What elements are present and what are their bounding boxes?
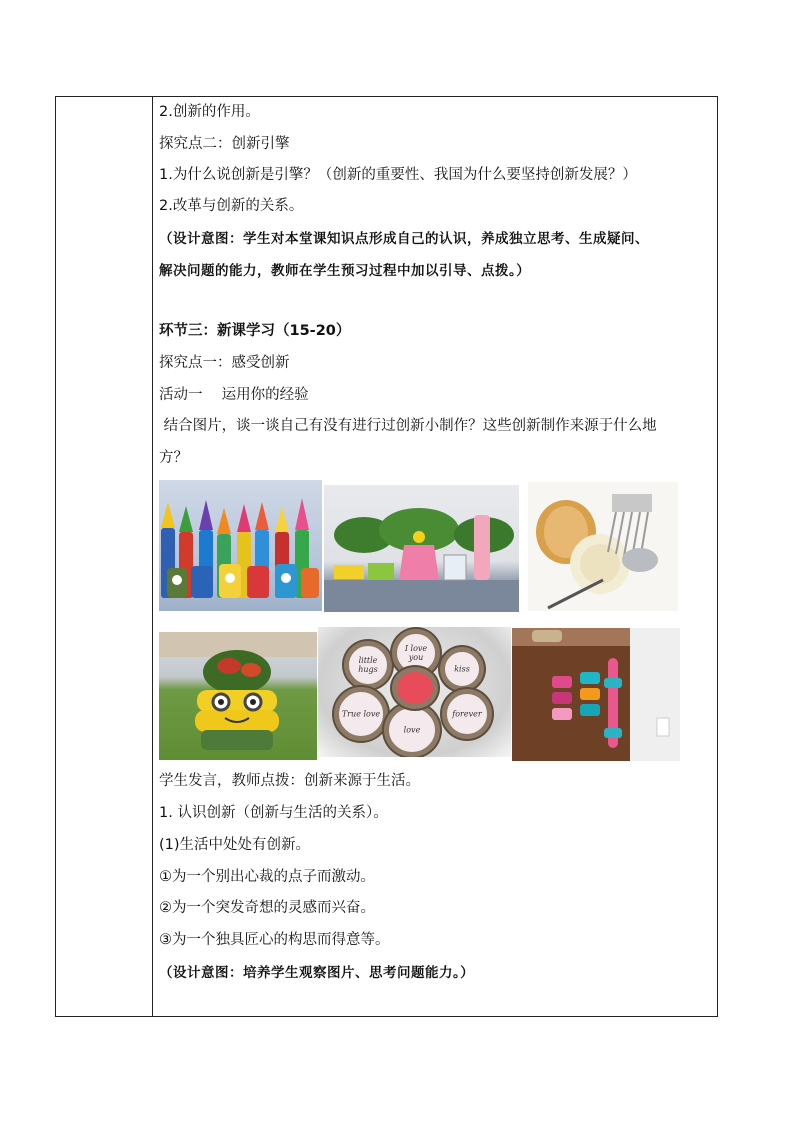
bottle-cap: little hugs [344, 641, 392, 689]
text-line-13: 1. 认识创新（创新与生活的关系）。 [159, 805, 388, 821]
text-line-15: ①为一个别出心裁的点子而激动。 [159, 869, 375, 885]
text-line-12: 学生发言，教师点拨：创新来源于生活。 [159, 773, 420, 789]
photo-cabinet-holders [512, 628, 680, 761]
column-divider [152, 97, 153, 1016]
text-line-14: (1)生活中处处有创新。 [159, 837, 311, 853]
text-line-11: 方？ [159, 450, 188, 466]
bottle-cap: forever [442, 689, 492, 739]
bottle-cap: love [384, 703, 440, 757]
text-line-17: ③为一个独具匠心的构思而得意等。 [159, 932, 390, 948]
text-line-4: 2.改革与创新的关系。 [159, 198, 304, 214]
text-line-10: 结合图片，谈一谈自己有没有进行过创新小制作？这些创新制作来源于什么地 [159, 418, 657, 434]
lesson-table [55, 96, 718, 1017]
photo-tire-planter [159, 632, 317, 760]
text-line-8: 探究点一：感受创新 [159, 355, 290, 371]
photo-onion-tool [528, 482, 678, 611]
design-note-2: 解决问题的能力，教师在学生预习过程中加以引导、点拨。） [159, 263, 531, 279]
bottle-cap: True love [334, 687, 388, 741]
text-line-3: 1.为什么说创新是引擎？（创新的重要性、我国为什么要坚持创新发展？） [159, 167, 637, 183]
photo-shelf-planter [324, 485, 519, 612]
design-note-3: （设计意图：培养学生观察图片、思考问题能力。） [159, 965, 475, 981]
text-line-16: ②为一个突发奇想的灵感而兴奋。 [159, 900, 375, 916]
text-line-2: 探究点二：创新引擎 [159, 136, 290, 152]
bottle-cap: I love you [392, 629, 440, 677]
photo-bottle-caps [318, 627, 511, 757]
section-heading: 环节三：新课学习（15-20） [159, 323, 351, 339]
activity-title: 活动一 运用你的经验 [159, 387, 309, 403]
bottle-cap: kiss [440, 647, 484, 691]
bottle-cap [392, 667, 438, 709]
photo-bottle-figures [159, 480, 322, 611]
design-note-1: （设计意图：学生对本堂课知识点形成自己的认识，养成独立思考、生成疑问、 [159, 231, 649, 247]
text-line-1: 2.创新的作用。 [159, 104, 260, 120]
